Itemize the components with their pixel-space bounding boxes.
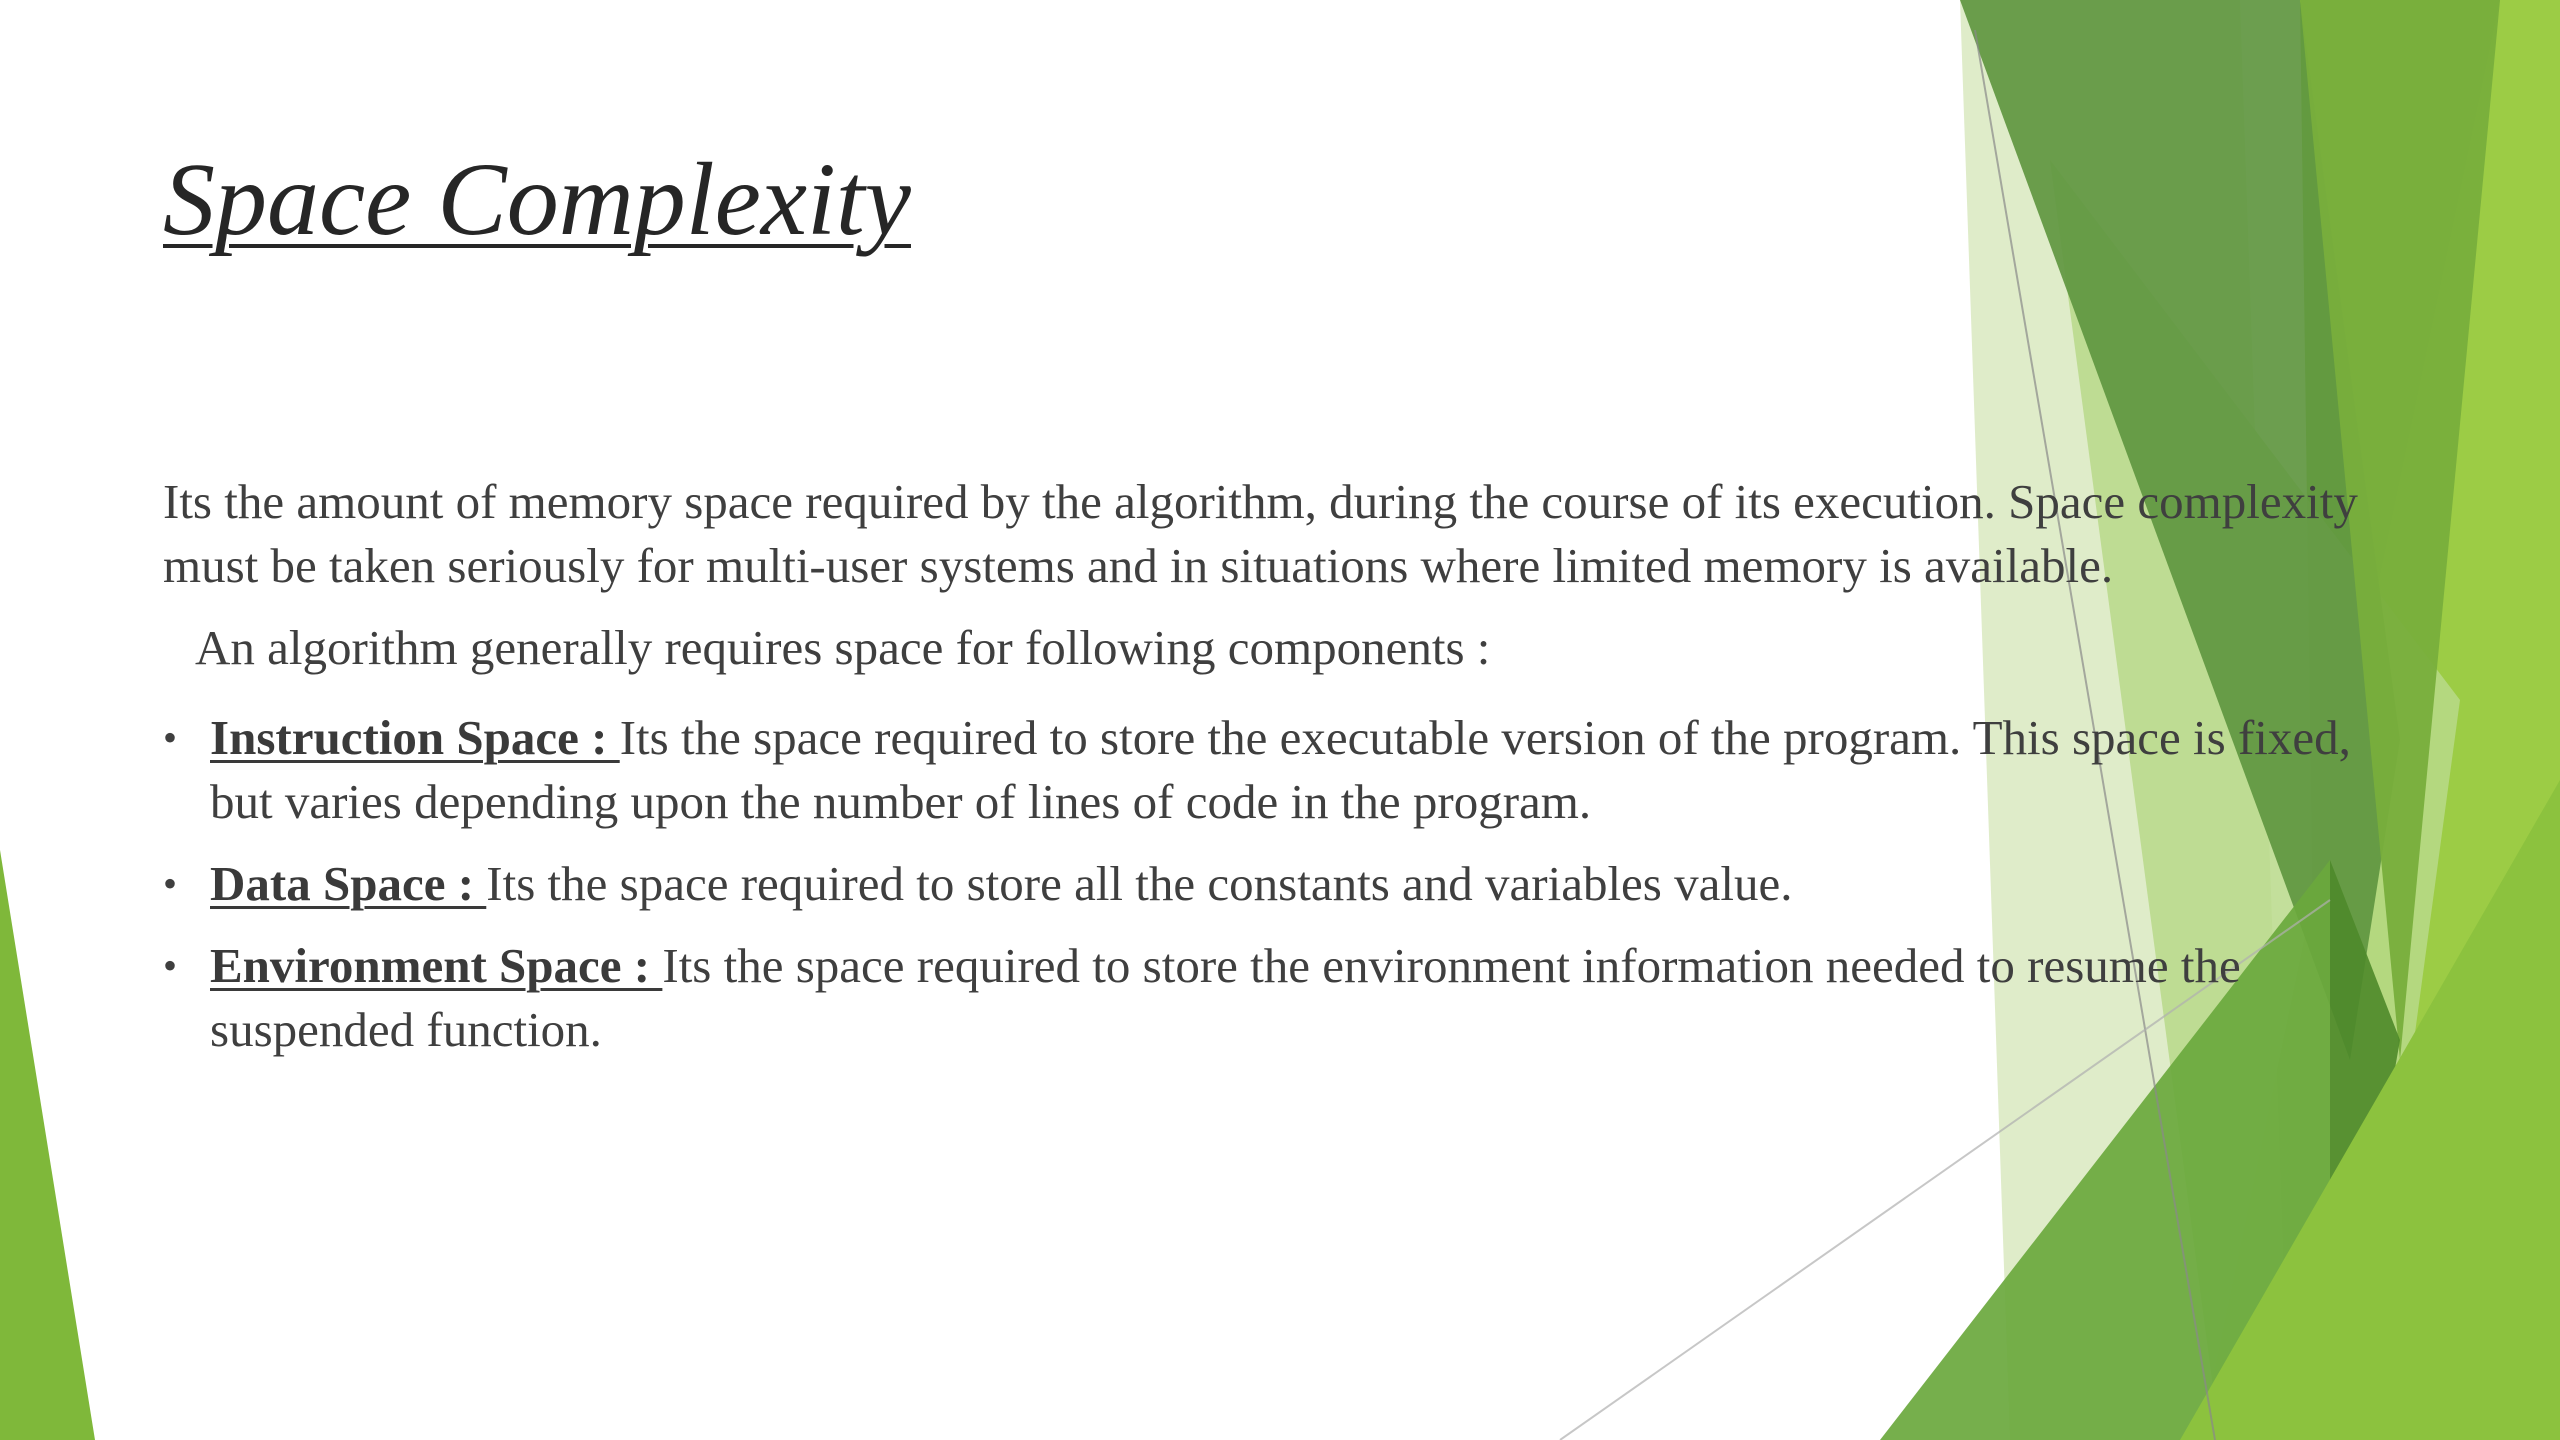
bullet-icon: • <box>163 943 178 988</box>
term-data-space: Data Space : <box>210 856 487 911</box>
term-instruction-space: Instruction Space : <box>210 710 620 765</box>
list-item-instruction-space <box>163 706 2403 834</box>
bullet-icon: • <box>163 861 178 906</box>
term-environment-space: Environment Space : <box>210 938 663 993</box>
description-instruction-space: Its the space required to store the executable version of the program. This space is fixed, but varies depending upon the number of lines of code in the program. <box>210 710 2351 829</box>
slide-body <box>163 470 2403 1080</box>
slide-title: Space Complexity <box>163 142 911 257</box>
list-item-data-space <box>163 852 2403 916</box>
components-lead-text: An algorithm generally requires space for following components : <box>195 620 1491 675</box>
list-item-environment-space <box>163 934 2403 1062</box>
intro-paragraph: Its the amount of memory space required by the algorithm, during the course of its execution. Space complexity must be taken seriously for multi-user systems and in situations where limited memory is available. <box>163 474 2358 593</box>
description-data-space: Its the space required to store all the constants and variables value. <box>486 856 1793 911</box>
components-list <box>163 706 2403 1062</box>
bullet-icon: • <box>163 715 178 760</box>
description-environment-space: Its the space required to store the environment information needed to resume the suspended function. <box>210 938 2241 1057</box>
left-green-facet <box>0 850 95 1440</box>
